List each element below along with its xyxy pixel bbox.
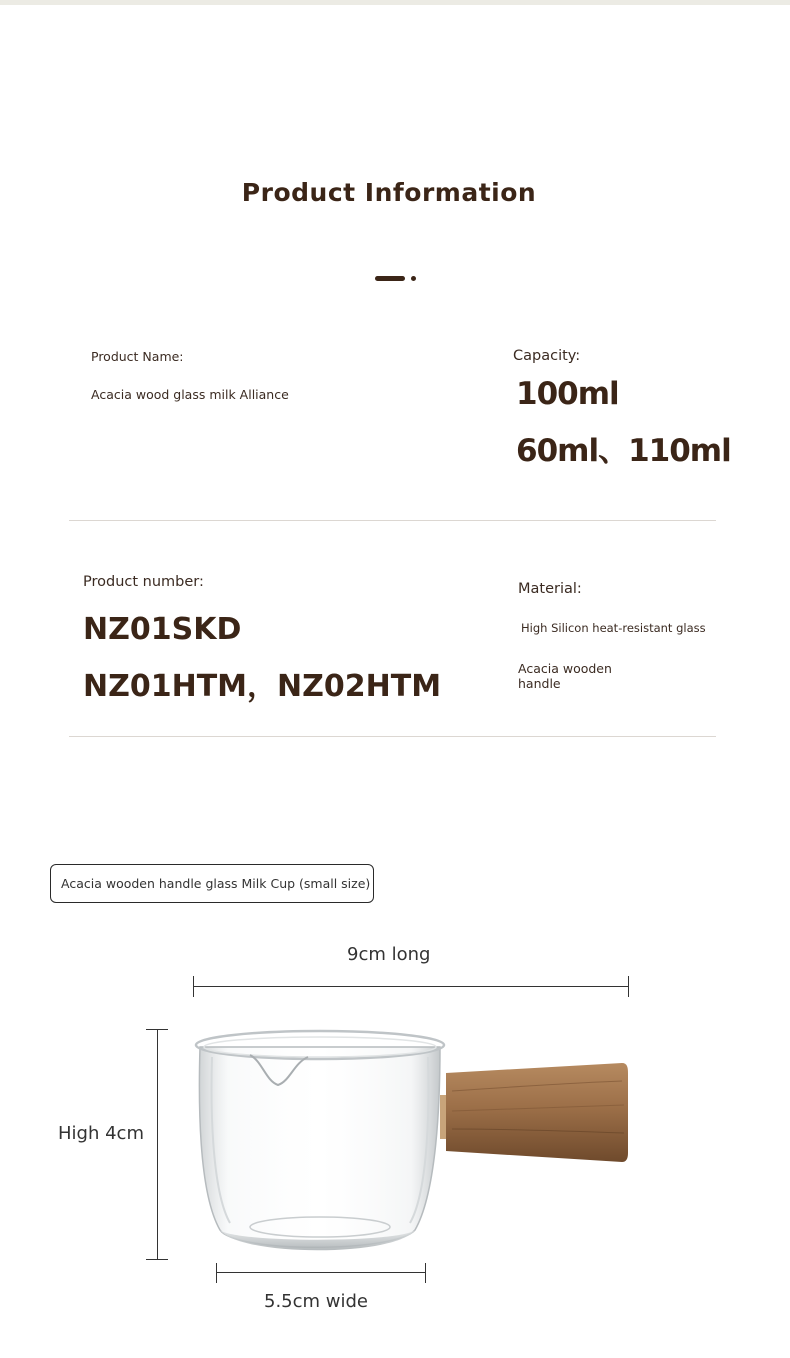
capacity-primary: 100ml [516, 376, 619, 412]
height-dimension-line [157, 1029, 158, 1260]
divider-line [69, 736, 716, 737]
capacity-options: 60ml、110ml [516, 433, 731, 469]
product-number-label: Product number: [83, 574, 204, 590]
height-tick-top [146, 1029, 168, 1030]
material-glass: High Silicon heat-resistant glass [521, 621, 706, 635]
decorative-dash [375, 276, 405, 281]
product-name-label: Product Name: [91, 349, 184, 364]
width-dimension-label: 5.5cm wide [264, 1291, 369, 1312]
width-dimension-line [216, 1272, 426, 1273]
length-dimension-line [193, 986, 629, 987]
height-dimension-label: High 4cm [58, 1123, 144, 1144]
product-number-primary: NZ01SKD [83, 612, 242, 647]
product-name-value: Acacia wood glass milk Alliance [91, 387, 289, 402]
capacity-label: Capacity: [513, 348, 581, 364]
width-tick-right [425, 1263, 426, 1283]
top-divider-strip [0, 0, 790, 5]
height-tick-bottom [146, 1259, 168, 1260]
material-handle-line2: handle [518, 676, 561, 691]
material-label: Material: [518, 581, 582, 597]
material-handle [518, 661, 612, 691]
decorative-dot [411, 276, 416, 281]
divider-line [69, 520, 716, 521]
product-number-variants: NZ01HTM，NZ02HTM [83, 669, 442, 704]
material-handle-line1: Acacia wooden [518, 661, 612, 676]
product-size-tag: Acacia wooden handle glass Milk Cup (small size) [50, 864, 374, 903]
length-tick-left [193, 976, 194, 997]
section-title: Product Information [241, 178, 537, 207]
length-tick-right [628, 976, 629, 997]
milk-cup-illustration [190, 1025, 635, 1265]
width-tick-left [216, 1263, 217, 1283]
length-dimension-label: 9cm long [347, 944, 431, 965]
